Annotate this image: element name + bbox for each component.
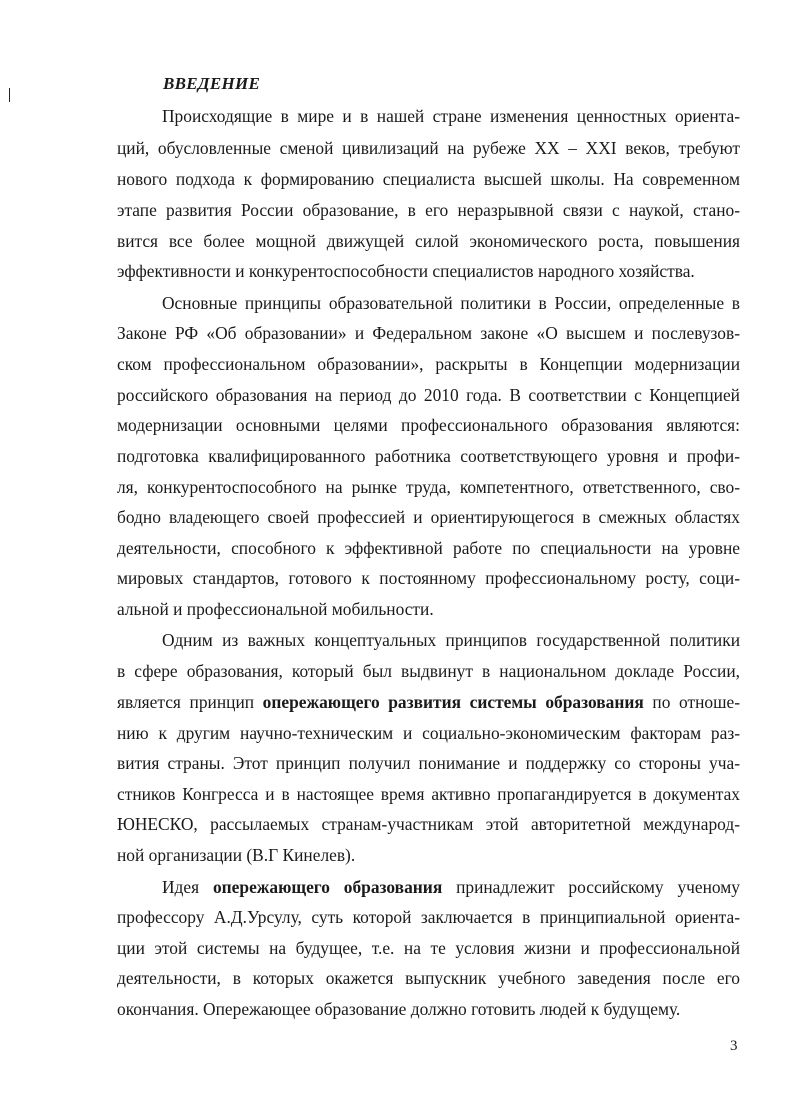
- text-line: в сфере образования, который был выдвинут в национальном докладе России,: [117, 661, 740, 681]
- text-line: [162, 875, 740, 899]
- text-line: ля, конкурентоспособного на рынке труда, компетентного, ответственного, сво-: [117, 477, 740, 497]
- text-line: вития страны. Этот принцип получил понимание и поддержку со стороны уча-: [117, 753, 740, 773]
- text-run: является принцип: [117, 692, 263, 712]
- section-heading: ВВЕДЕНИЕ: [163, 74, 261, 93]
- text-line: Законе РФ «Об образовании» и Федеральном законе «О высшем и послевузов-: [117, 323, 740, 343]
- text-line: нового подхода к формированию специалиста высшей школы. На современном: [117, 169, 740, 189]
- bold-term: опережающего развития системы образования: [262, 692, 644, 712]
- text-run: Идея: [162, 877, 213, 897]
- text-run: по отноше-: [643, 692, 741, 712]
- text-line: окончания. Опережающее образование должно готовить людей к будущему.: [117, 999, 681, 1019]
- text-line: нию к другим научно-техническим и социально-экономическим факторам раз-: [117, 723, 740, 743]
- text-line: Происходящие в мире и в нашей стране изменения ценностных ориента-: [162, 106, 740, 126]
- text-line: бодно владеющего своей профессией и ориентирующегося в смежных областях: [117, 507, 740, 527]
- page-number: 3: [730, 1038, 738, 1054]
- text-line: модернизации основными целями профессионального образования являются:: [117, 415, 740, 435]
- text-line: ском профессиональном образовании», раскрыты в Концепции модернизации: [117, 354, 740, 374]
- text-line: ЮНЕСКО, рассылаемых странам-участникам этой авторитетной международ-: [117, 814, 740, 834]
- text-line: профессору А.Д.Урсулу, суть которой заключается в принципиальной ориента-: [117, 907, 740, 927]
- text-run: принадлежит российскому ученому: [442, 877, 740, 897]
- text-line: эффективности и конкурентоспособности специалистов народного хозяйства.: [117, 261, 695, 281]
- text-line: вится все более мощной движущей силой экономического роста, повышения: [117, 231, 740, 251]
- text-line: деятельности, способного к эффективной работе по специальности на уровне: [117, 538, 740, 558]
- text-line: мировых стандартов, готового к постоянному профессиональному росту, соци-: [117, 568, 740, 588]
- text-line: этапе развития России образование, в его неразрывной связи с наукой, стано-: [117, 200, 740, 220]
- text-line: [117, 690, 740, 714]
- text-line: ной организации (В.Г Кинелев).: [117, 845, 356, 865]
- text-line: альной и профессиональной мобильности.: [117, 599, 434, 619]
- margin-mark: [9, 88, 10, 102]
- text-line: деятельности, в которых окажется выпускник учебного заведения после его: [117, 968, 740, 988]
- text-line: ций, обусловленные сменой цивилизаций на рубеже XX – XXI веков, требуют: [117, 138, 740, 158]
- text-line: подготовка квалифицированного работника соответствующего уровня и профи-: [117, 446, 740, 466]
- text-line: российского образования на период до 2010 года. В соответствии с Концепцией: [117, 385, 740, 405]
- text-line: ции этой системы на будущее, т.е. на те условия жизни и профессиональной: [117, 938, 740, 958]
- text-line: Основные принципы образовательной политики в России, определенные в: [162, 293, 740, 313]
- text-line: Одним из важных концептуальных принципов государственной политики: [162, 630, 740, 650]
- text-line: стников Конгресса и в настоящее время активно пропагандируется в документах: [117, 784, 740, 804]
- bold-term: опережающего образования: [212, 877, 443, 897]
